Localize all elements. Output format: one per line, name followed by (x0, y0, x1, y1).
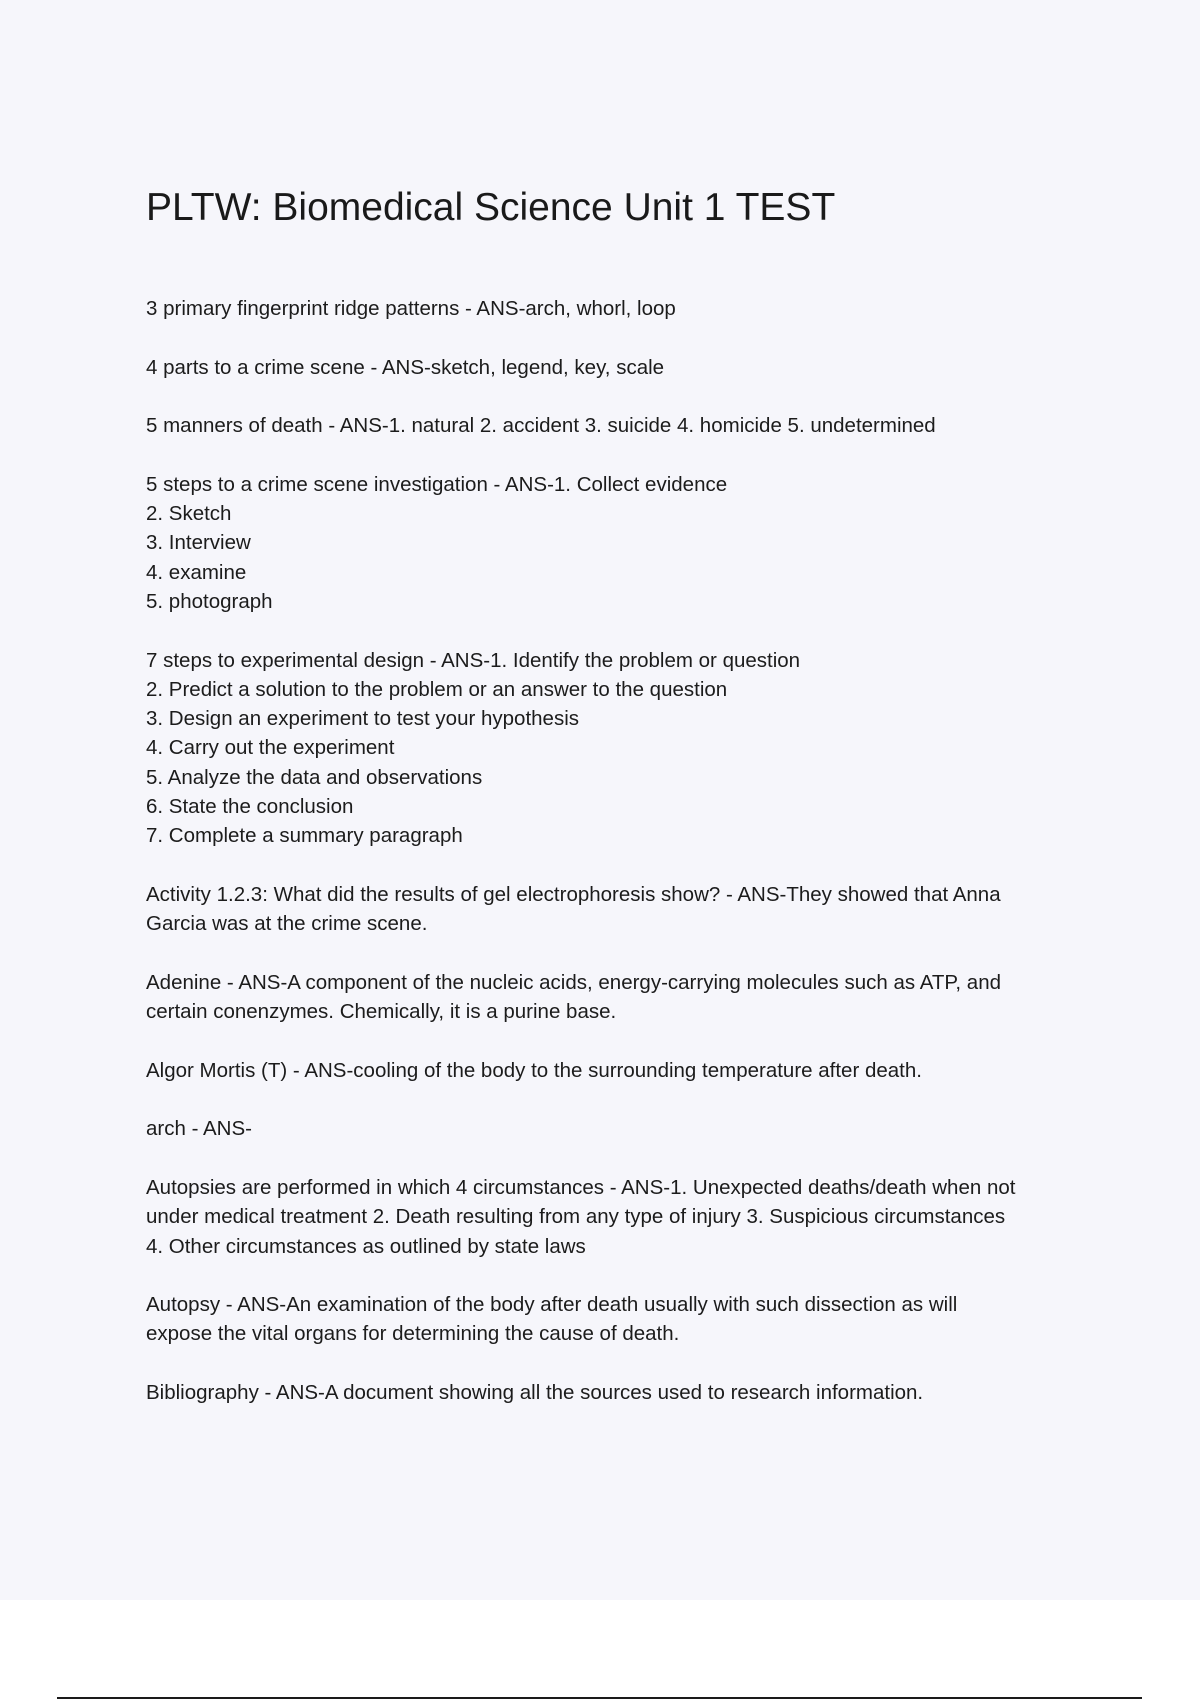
entry-line: 4. Carry out the experiment (146, 736, 395, 760)
qa-entry (146, 1290, 1096, 1349)
entry-line: 6. State the conclusion (146, 795, 354, 819)
entry-line: 4. examine (146, 560, 247, 584)
entry-line: Autopsy - ANS-An examination of the body after death usually with such dissection as will (146, 1293, 958, 1317)
qa-entry (146, 470, 1096, 616)
footer-divider (57, 1697, 1142, 1699)
entry-line: arch - ANS- (146, 1117, 252, 1141)
entry-line: 7 steps to experimental design - ANS-1. Identify the problem or question (146, 648, 801, 672)
qa-entry (146, 353, 1096, 382)
qa-entry (146, 1114, 1096, 1143)
entry-line: 5. Analyze the data and observations (146, 765, 483, 789)
entry-line: 5 manners of death - ANS-1. natural 2. accident 3. suicide 4. homicide 5. undetermined (146, 414, 936, 438)
qa-entry (146, 1173, 1096, 1261)
entry-line: 3 primary fingerprint ridge patterns - ANS-arch, whorl, loop (146, 297, 676, 320)
entry-line: Adenine - ANS-A component of the nucleic acids, energy-carrying molecules such as ATP, and (146, 970, 1002, 994)
entry-line: Activity 1.2.3: What did the results of gel electrophoresis show? - ANS-They showed that Anna (146, 882, 1001, 906)
entry-line: 5 steps to a crime scene investigation - ANS-1. Collect evidence (146, 472, 728, 496)
entry-line: 2. Sketch (146, 502, 232, 526)
qa-entry (146, 968, 1096, 1027)
entry-line: under medical treatment 2. Death resulting from any type of injury 3. Suspicious circumstances (146, 1205, 1006, 1229)
entry-list (146, 294, 1096, 1407)
qa-entry (146, 880, 1096, 939)
entry-line: Algor Mortis (T) - ANS-cooling of the body to the surrounding temperature after death. (146, 1058, 922, 1082)
qa-entry (146, 646, 1096, 851)
entry-line: expose the vital organs for determining the cause of death. (146, 1322, 680, 1346)
entry-line: 4 parts to a crime scene - ANS-sketch, legend, key, scale (146, 355, 665, 379)
qa-entry (146, 294, 1096, 323)
entry-line: Garcia was at the crime scene. (146, 912, 428, 936)
entry-line: certain conenzymes. Chemically, it is a purine base. (146, 1000, 617, 1024)
entry-line: 2. Predict a solution to the problem or an answer to the question (146, 677, 728, 701)
entry-line: 5. photograph (146, 589, 273, 613)
entry-line: Autopsies are performed in which 4 circumstances - ANS-1. Unexpected deaths/death when not (146, 1175, 1016, 1199)
document-content (146, 178, 1096, 1437)
qa-entry (146, 411, 1096, 440)
page-title: PLTW: Biomedical Science Unit 1 TEST (146, 186, 836, 229)
entry-line: Bibliography - ANS-A document showing all the sources used to research information. (146, 1380, 924, 1404)
entry-line: 7. Complete a summary paragraph (146, 824, 463, 848)
qa-entry (146, 1378, 1096, 1407)
entry-line: 3. Design an experiment to test your hypothesis (146, 707, 580, 731)
entry-line: 3. Interview (146, 531, 251, 555)
qa-entry (146, 1056, 1096, 1085)
entry-line: 4. Other circumstances as outlined by state laws (146, 1234, 586, 1258)
